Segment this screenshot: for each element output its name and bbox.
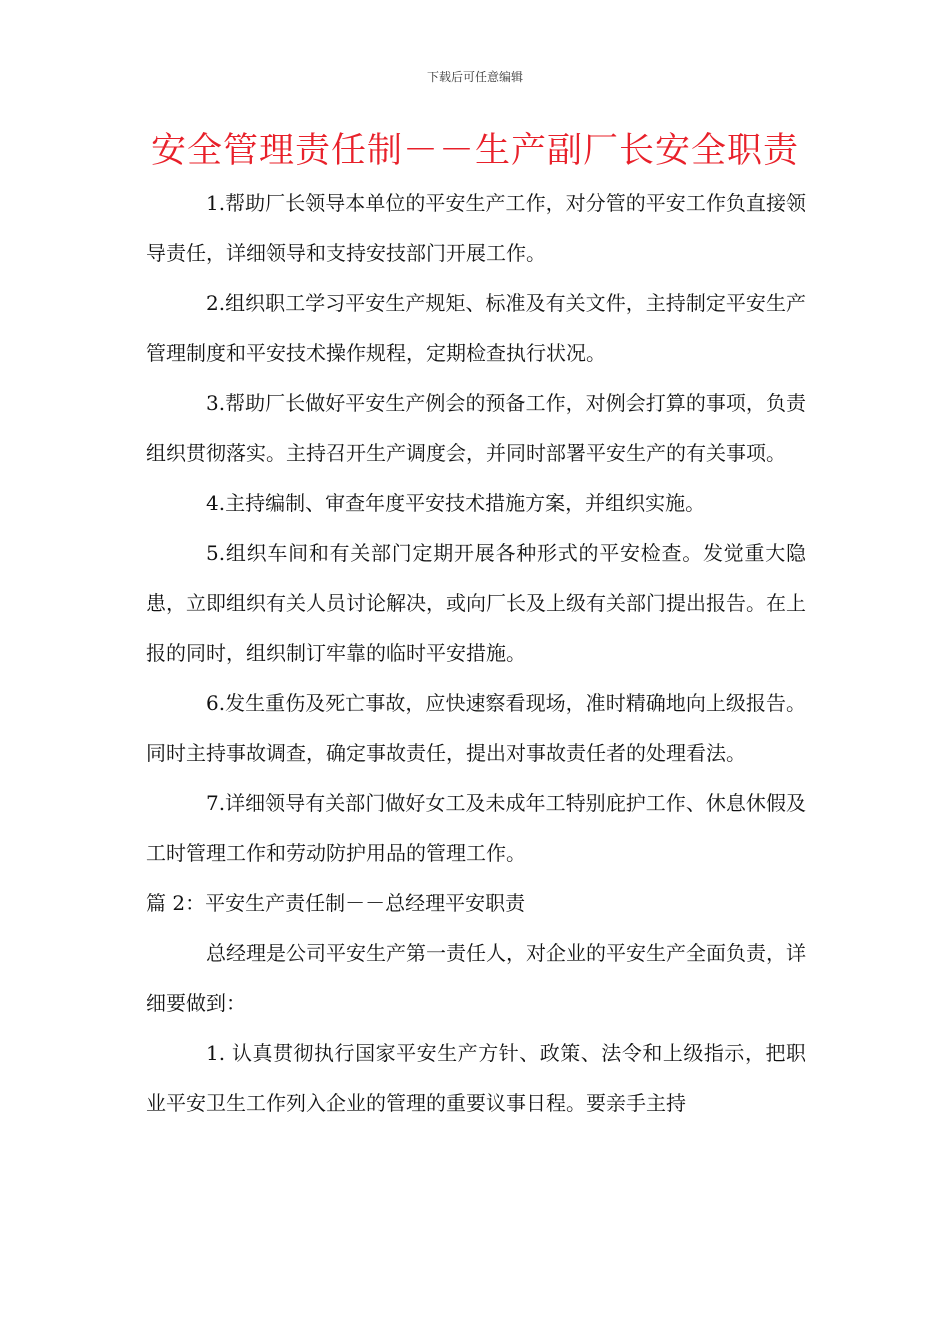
section-paragraph-1: 总经理是公司平安生产第一责任人，对企业的平安生产全面负责，详细要做到： (146, 941, 806, 1015)
paragraph-6: 6.发生重伤及死亡事故，应快速察看现场，准时精确地向上级报告。同时主持事故调查，确定事故责任，提出对事故责任者的处理看法。 (146, 691, 806, 765)
paragraph-4: 4.主持编制、审查年度平安技术措施方案，并组织实施。 (206, 491, 706, 515)
header-note: 下载后可任意编辑 (426, 70, 523, 84)
paragraph-7: 7.详细领导有关部门做好女工及未成年工特别庇护工作、休息休假及工时管理工作和劳动防护用品的管理工作。 (146, 791, 806, 865)
paragraph-5: 5.组织车间和有关部门定期开展各种形式的平安检查。发觉重大隐患，立即组织有关人员讨论解决，或向厂长及上级有关部门提出报告。在上报的同时，组织制订牢靠的临时平安措施。 (146, 541, 806, 665)
paragraph-2: 2.组织职工学习平安生产规矩、标准及有关文件，主持制定平安生产管理制度和平安技术操作规程，定期检查执行状况。 (146, 291, 806, 365)
paragraph-1: 1.帮助厂长领导本单位的平安生产工作，对分管的平安工作负直接领导责任，详细领导和支持安技部门开展工作。 (146, 191, 806, 265)
section-paragraph-2: 1. 认真贯彻执行国家平安生产方针、政策、法令和上级指示，把职业平安卫生工作列入企业的管理的重要议事日程。要亲手主持 (146, 1041, 806, 1115)
document-title: 安全管理责任制－－生产副厂长安全职责 (150, 131, 799, 171)
document-body (146, 178, 806, 1128)
section-heading: 篇 2：平安生产责任制－－总经理平安职责 (146, 891, 526, 915)
paragraph-3: 3.帮助厂长做好平安生产例会的预备工作，对例会打算的事项，负责组织贯彻落实。主持召开生产调度会，并同时部署平安生产的有关事项。 (146, 391, 806, 465)
